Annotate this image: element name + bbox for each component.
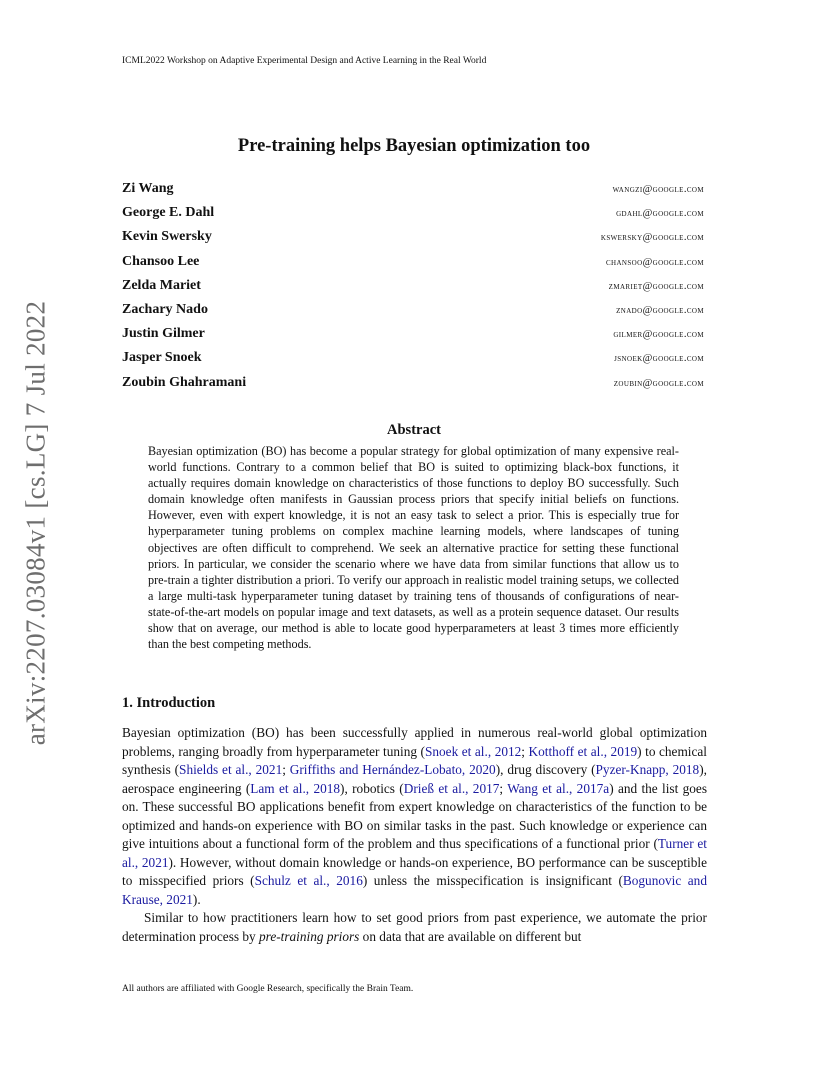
- author-name: Chansoo Lee: [122, 253, 200, 269]
- author-row: [122, 326, 704, 350]
- author-email: zoubin@google.com: [613, 377, 704, 389]
- author-email: chansoo@google.com: [605, 256, 704, 268]
- body-text: ;: [499, 780, 508, 796]
- body-text: ) to chemical synthesis (: [122, 743, 707, 777]
- body-text: ) unless the misspecification is insignificant (: [362, 873, 623, 888]
- author-name: Zoubin Ghahramani: [122, 374, 247, 390]
- author-row: [122, 181, 704, 205]
- citation-link[interactable]: Snoek et al., 2012: [424, 743, 522, 759]
- author-email: gdahl@google.com: [616, 208, 704, 220]
- paper-title: Pre-training helps Bayesian optimization too: [237, 136, 591, 156]
- author-row: [122, 350, 704, 374]
- citation-link[interactable]: Kotthoff et al., 2019: [528, 743, 638, 759]
- author-email: jsnoek@google.com: [614, 353, 704, 365]
- body-text: ). However, without domain knowledge or hands-on experience, BO performance can be susceptible to misspecified priors (: [122, 854, 707, 888]
- author-list: [122, 181, 704, 399]
- citation-link[interactable]: Wang et al., 2017a: [507, 780, 610, 796]
- affiliation-footnote: All authors are affiliated with Google Research, specifically the Brain Team.: [122, 984, 414, 994]
- body-text: ;: [282, 762, 290, 777]
- body-text: ), drug discovery (: [495, 762, 596, 777]
- citation-link[interactable]: Turner et al., 2021: [122, 836, 707, 870]
- intro-paragraph-2: [122, 909, 707, 946]
- author-row: [122, 278, 704, 302]
- body-text: Similar to how practitioners learn how to set good priors from past experience, we automate the prior determination process by: [122, 910, 707, 944]
- body-text: ;: [521, 743, 529, 759]
- author-email: kswersky@google.com: [600, 232, 704, 244]
- introduction-body: [122, 724, 707, 946]
- emphasized-text: pre-training priors: [259, 928, 360, 944]
- author-email: wangzi@google.com: [612, 184, 704, 195]
- author-name: Zelda Mariet: [122, 277, 201, 293]
- author-name: Jasper Snoek: [122, 350, 202, 366]
- citation-link[interactable]: Pyzer-Knapp, 2018: [595, 762, 700, 777]
- author-row: [122, 254, 704, 278]
- citation-link[interactable]: Griffiths and Hernández-Lobato, 2020: [289, 762, 496, 777]
- author-email: zmariet@google.com: [608, 280, 704, 292]
- citation-link[interactable]: Drieß et al., 2017: [403, 780, 500, 796]
- citation-link[interactable]: Shields et al., 2021: [179, 762, 283, 777]
- citation-link[interactable]: Bogunovic and Krause, 2021: [122, 873, 707, 907]
- author-name: Zachary Nado: [122, 301, 208, 317]
- author-email: gilmer@google.com: [613, 329, 704, 341]
- author-name: George E. Dahl: [122, 205, 215, 221]
- citation-link[interactable]: Schulz et al., 2016: [254, 873, 363, 888]
- author-name: Justin Gilmer: [122, 326, 205, 342]
- citation-link[interactable]: Lam et al., 2018: [250, 780, 341, 796]
- body-text: Bayesian optimization (BO) has been successfully applied in numerous real-world global optimization problems, ranging broadly from hyperparameter tuning (: [122, 725, 707, 759]
- section-heading-introduction: 1. Introduction: [122, 695, 216, 711]
- abstract-text: Bayesian optimization (BO) has become a popular strategy for global optimization of many expensive real-world functions. Contrary to a common belief that BO is suited to optimizing black-box functions, it actually requires domain knowledge on characteristics of those functions to deploy BO successfully. Such domain knowledge often manifests in Gaussian process priors that specify initial beliefs on functions. However, even with expert knowledge, it is not an easy task to select a prior. This is especially true for hyperparameter tuning problems on complex machine learning models, where landscapes of tuning objectives are often difficult to comprehend. We seek an alternative practice for setting these functional priors. In particular, we consider the scenario where we have data from similar functions that allow us to pre-train a tighter distribution a priori. To verify our approach in realistic model training setups, we collected a large multi-task hyperparameter tuning dataset by training tens of thousands of configurations of near-state-of-the-art models on popular image and text datasets, as well as a protein sequence dataset. Our results show that on average, our method is able to locate good hyperparameters at least 3 times more efficiently than the best competing methods.: [148, 444, 679, 652]
- author-name: Zi Wang: [122, 181, 174, 196]
- arxiv-identifier: arXiv:2207.03084v1 [cs.LG] 7 Jul 2022: [20, 300, 51, 746]
- body-text: ), aerospace engineering (: [122, 762, 707, 796]
- author-name: Kevin Swersky: [122, 229, 212, 245]
- author-row: [122, 375, 704, 399]
- intro-paragraph-1: [122, 724, 707, 909]
- running-header: ICML2022 Workshop on Adaptive Experimental Design and Active Learning in the Real World: [122, 56, 487, 66]
- author-email: znado@google.com: [616, 304, 704, 316]
- author-row: [122, 205, 704, 229]
- body-text: ), robotics (: [340, 780, 404, 796]
- author-row: [122, 229, 704, 253]
- body-text: ) and the list goes on. These successful BO applications benefit from expert knowledge on characteristics of the function to be optimized and hands-on experience with BO on similar tasks in the past. Such knowledge or experience can give intuitions about a functional form of the problem and thus specifications of a functional prior (: [122, 780, 707, 851]
- body-text: on data that are available on different but: [359, 928, 582, 944]
- abstract-heading: Abstract: [387, 422, 441, 438]
- body-text: ).: [192, 891, 201, 907]
- author-row: [122, 302, 704, 326]
